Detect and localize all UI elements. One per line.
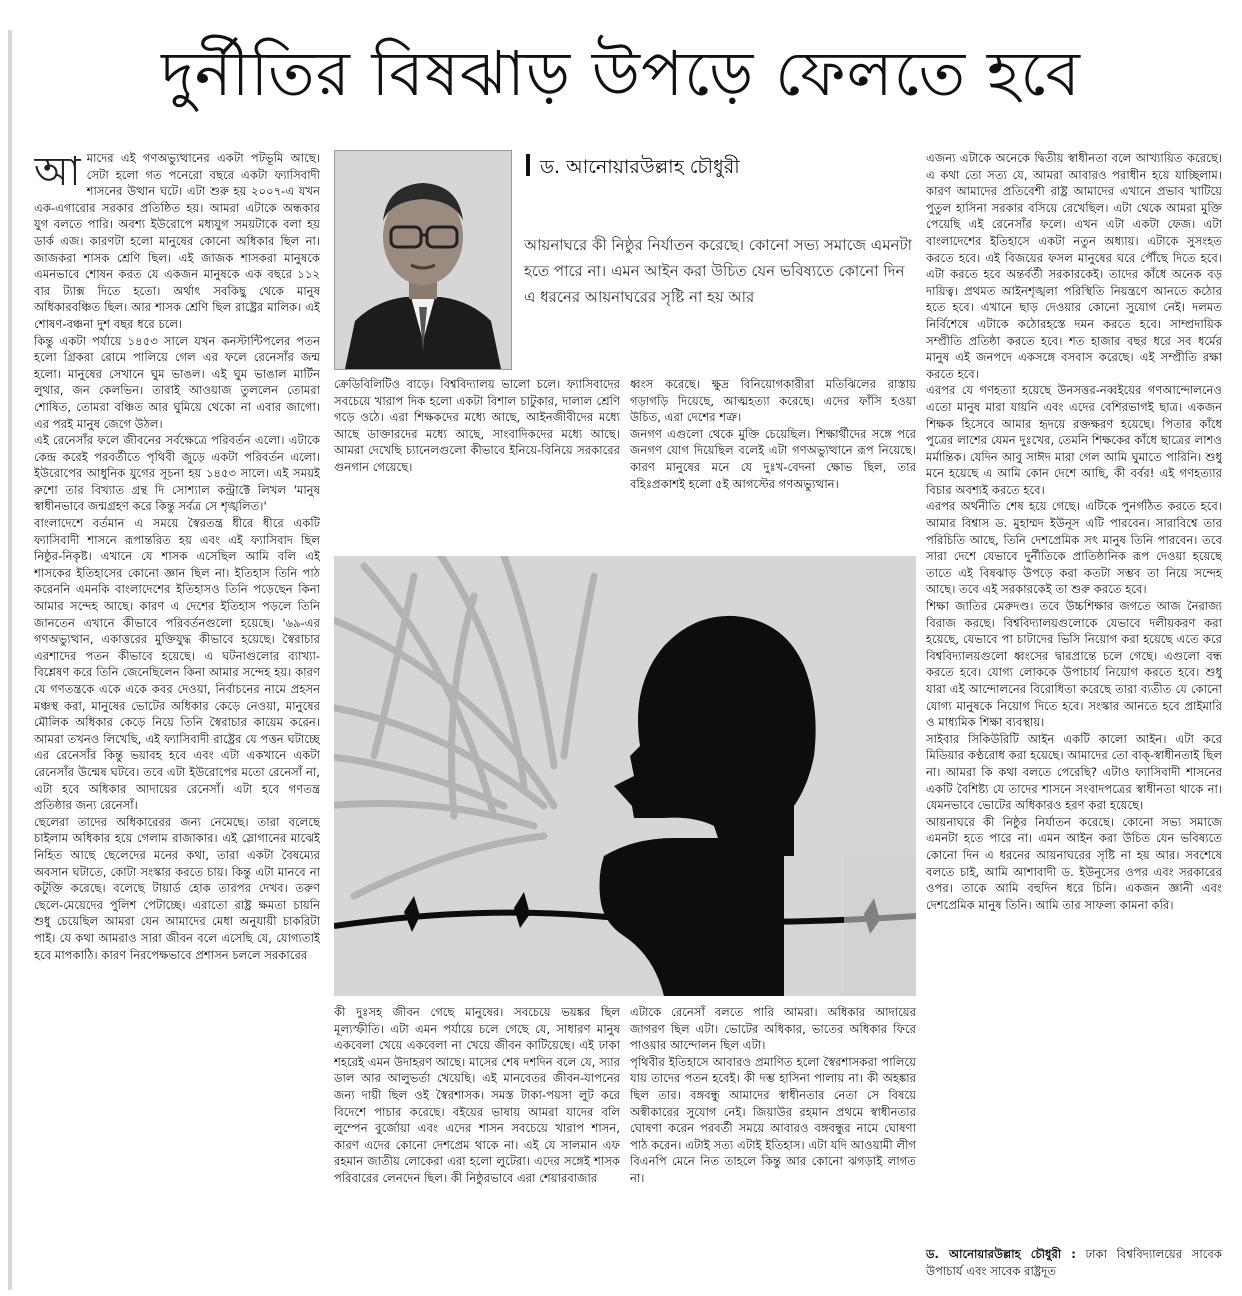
byline-bar <box>526 154 530 176</box>
article-column-4: এজন্য এটাকে অনেকে দ্বিতীয় স্বাধীনতা বলে আখ্যায়িত করেছে। এ কথা তো সত্য যে, আমরা আবারও পরাধীন হয়ে যাচ্ছিলাম। কারণ আমাদের প্রতিবেশী রাষ্ট্র আমাদের এখানে প্রভাব খাটিয়ে পুতুল হাসিনা সরকার বসিয়ে রেখেছিল। এটা থেকে আমরা মুক্তি পেয়েছি এই রেনেসাঁর ফলে। এখন এটা একটা ফেজ। এটা বাংলাদেশের ইতিহাসে একটা নতুন অধ্যায়। এটাকে সুসংহত করতে হবে। এই বিজয়ের ফসল মানুষের ঘরে পৌঁছে দিতে হবে। এটা করতে হবে অন্তর্বর্তী সরকারকেই। তাদের কাঁধে অনেক বড় দায়িত্ব। প্রথমত আইনশৃঙ্খলা পরিস্থিতি নিয়ন্ত্রণে আনতে কঠোর হতে হবে। এখানে ছাড় দেওয়ার কোনো সুযোগ নেই। দলমত নির্বিশেষে এটাকে কঠোরহস্তে দমন করতে হবে। সাম্প্রদায়িক সম্প্রীতি প্রতিষ্ঠা করতে হবে। শত হাজার বছর ধরে সব ধর্মের মানুষ এই জনপদে একসঙ্গে বসবাস করেছে। এই সম্প্রীতি রক্ষা করতে হবে। এরপর যে গণহত্যা হয়েছে উনসত্তর-নব্বইয়ের গণআন্দোলনেও এতো মানুষ মারা যায়নি এবং এদের বেশিরভাগই ছাত্র। একজন শিক্ষক হিসেবে আমার হৃদয়ে রক্তক্ষরণ হয়েছে। পিতার কাঁধে পুত্রের লাশের যেমন দুঃখের, তেমনি শিক্ষকের কাঁধে ছাত্রের লাশও মর্মান্তিক। যেদিন আবু সাঈদ মারা গেল আমি ঘুমাতে পারিনি। শুধু মনে হয়েছে এ আমি কোন দেশে আছি, কী বর্বর! এই গণহত্যার বিচার অবশ্যই করতে হবে। এরপর অর্থনীতি শেষ হয়ে গেছে। এটিকে পুনর্গঠিত করতে হবে। আমার বিশ্বাস ড. মুহাম্মদ ইউনূস এটি পারবেন। সারাবিশ্বে তার পরিচিতি আছে, তিনি দেশপ্রেমিক সৎ মানুষ তিনি পারবেন। তবে সারা দেশে যেভাবে দুর্নীতিকে প্রাতিষ্ঠানিক রূপ দেওয়া হয়েছে তাতে এই বিষঝাড় উপড়ে করা কতটা সম্ভব তা নিয়ে সন্দেহ আছে। তবে এই সরকারকেই তা শুরু করতে হবে। শিক্ষা জাতির মেরুদণ্ড। তবে উচ্চশিক্ষার জগতে আজ নৈরাজ্য বিরাজ করছে। বিশ্ববিদ্যালয়গুলোকে যেভাবে দলীয়করণ করা হয়েছে, যেভাবে পা চাটাদের ভিসি নিয়োগ করা হয়েছে এতে করে বিশ্ববিদ্যালয়গুলো ধ্বংসের দ্বারপ্রান্তে চলে গেছে। এগুলো বন্ধ করতে হবে। যোগ্য লোককে উপাচার্য নিয়োগ করতে হবে। শুধু যারা এই আন্দোলনের বিরোধিতা করেছে তারা ব্যতীত যে কোনো যোগ্য মানুষকে নিয়োগ দিতে হবে। সংস্কার আনতে হবে প্রাইমারি ও মাধ্যমিক শিক্ষা ব্যবস্থায়। সাইবার সিকিউরিটি আইন একটি কালো আইন। এটা করে মিডিয়ার কণ্ঠরোধ করা হয়েছে। আমাদের তো বাক্-স্বাধীনতাই ছিল না। আমরা কি কথা বলতে পেরেছি? এটাও ফ্যাসিবাদী শাসনের একটি বৈশিষ্ট্য যে তাদের শাসনে সংবাদপত্রের স্বাধীনতা থাকে না। যেমনভাবে ভোটের অধিকারও হরণ করা হয়েছে। আয়নাঘরে কী নিষ্ঠুর নির্যাতন করেছে। কোনো সভ্য সমাজে এমনটা হতে পারে না। এমন আইন করা উচিত যেন ভবিষ্যতে কোনো দিন এ ধরনের আয়নাঘরের সৃষ্টি না হয় আর। সবশেষে বলতে চাই, আমি আশাবাদী ড. ইউনূসের ওপর এবং সরকারের ওপর। তাকে আমি বহুদিন ধরে চিনি। একজন জ্ঞানী এবং দেশপ্রেমিক মানুষ তিনি। আমি তার সাফল্য কামনা করি। <box>926 151 1222 912</box>
column-1-text: মাদের এই গণঅভ্যুত্থানের একটা পটভূমি আছে। সেটা হলো গত পনেরো বছরে একটা ফ্যাসিবাদী শাসনের উত্থান ঘটে। এটা শুরু হয় ২০০৭-এ যখন এক-এগারোর সরকার প্রতিষ্ঠিত হয়। আমরা এটাকে অন্ধকার যুগ বলতে পারি। অবশ্য ইউরোপে মধ্যযুগ সময়টাকে বলা হয় ডার্ক এজ। কারণটা হলো মানুষের কোনো অধিকার ছিল না। জাজকরা শাসক শ্রেণি ছিল। এই জাজক শাসকরা মানুষকে এমনভাবে শোষন করত যে একজন মানুষকে এক বছরে ১১২ বার ট্যাক্স দিতে হতো। অর্থাৎ সবকিছু থেকে মানুষ অধিকারবঞ্চিত ছিল। আর শাসক শ্রেণি ছিল রাষ্ট্রের মালিক। এই শোষণ-বঞ্চনা দুশ বছর ধরে চলে। কিন্তু একটা পর্যায়ে ১৪৫৩ সালে যখন কনস্টান্টিপলের পতন হলো গ্রিকরা রোমে পালিয়ে গেল এর ফলে রেনেসাঁর জন্ম হলো। মানুষের সেখানে ঘুম ভাঙল। এই ঘুম ভাঙাল মার্টিন লুথার, জন কেলভিন। তারাই আওয়াজ তুললেন তোমরা শোষিত, তোমরা বঞ্চিত আর ঘুমিয়ে থেকো না এবার জাগো। এর পরই মানুষ জেগে উঠল। এই রেনেসাঁর ফলে জীবনের সর্বক্ষেত্রে পরিবর্তন এলো। এটাকে কেন্দ্র করেই পরবর্তীতে পৃথিবী জুড়ে একটা পরিবর্তন এলো। ইউরোপের আধুনিক যুগের সূচনা হয় ১৪৫৩ সালে। এই সময়ই রুশো তার বিখ্যাত গ্রন্থ দি সোশ্যাল কন্ট্রাক্টে লিখল 'মানুষ স্বাধীনভাবে জন্মগ্রহণ করে কিন্তু সর্বত্র সে শৃঙ্খলিত।' বাংলাদেশে বর্তমান এ সময়ে স্বৈরতন্ত্র ধীরে ধীরে একটি ফ্যাসিবাদী শাসনে রূপান্তরিত হয় এবং এই ফ্যাসিবাদ ছিল নিষ্ঠুর-নিকৃষ্ট। এখানে যে শাসক এসেছিল আমি বলি এই শাসকের ইতিহাসের কোনো জ্ঞান ছিল না। ইতিহাস তিনি পাঠ করেননি এমনকি বাংলাদেশের ইতিহাসও তিনি পড়েছেন কিনা আমার সন্দেহ আছে। কারণ এ দেশের ইতিহাস পড়লে তিনি জানতেন এখানে কীভাবে পরিবর্তনগুলো হয়েছে। '৬৯-এর গণঅভ্যুত্থান, একাত্তরের মুক্তিযুদ্ধ কীভাবে হয়েছে। স্বৈরাচার এরশাদের পতন কীভাবে হয়েছে। এ ঘটনাগুলোর ব্যাখ্যা-বিশ্লেষণ করে তিনি জেনেছিলেন কিনা আমার সন্দেহ হয়। কারণ যে গণতন্ত্রকে একে একে কবর দেওয়া, নির্বাচনের নামে প্রহসন মঞ্চস্থ করা, মানুষের ভোটের অধিকার কেড়ে নেওয়া, মানুষের মৌলিক অধিকার কেড়ে নিয়ে তিনি স্বৈরাচার কায়েম করেন। আমরা তখনও লিখেছি, এই ফ্যাসিবাদী রাষ্ট্রের যে পত্তন ঘটাচ্ছে এর রেনেসাঁর কিন্তু ভয়াবহ হবে এবং এটা একখানে একটা রেনেসাঁর উন্মেষ ঘটবে। তবে এটা ইউরোপের মতো রেনেসাঁ না, এটা হবে অধিকার আদায়ের রেনেসাঁ। এটা হবে গণতন্ত্র প্রতিষ্ঠার জন্য রেনেসাঁ। ছেলেরা তাদের অধিকারেরর জন্য নেমেছে। তারা বলেছে চাইলাম অধিকার হয়ে গেলাম রাজাকার। এই স্লোগানের মাঝেই নিহিত আছে ছেলেদের মনের কথা, তারা একটা বৈষম্যের অবসান ঘটাতে, কোটা সংস্কার করতে চায়। কিন্তু এটা মানবে না কটুক্তি করেছে। বলেছে টায়ার্ড হোক তারপর দেখব। তরুণ ছেলে-মেয়েদের পুলিশ পেটাচ্ছে। এরাতো রাষ্ট্র ক্ষমতা চায়নি শুধু চেয়েছিল আমরা যেন আমাদের মেধা অনুযায়ী চাকরিটা পাই। যে কথা আমরাও সারা জীবন বলে এসেছি যে, যোগ্যতাই হবে মাপকাঠি। কারণ নিরপেক্ষভাবে প্রশাসন চললে সরকারের <box>34 151 320 962</box>
pull-quote: আয়নাঘরে কী নিষ্ঠুর নির্যাতন করেছে। কোনো সভ্য সমাজে এমনটা হতে পারে না। এমন আইন করা উচিত যেন ভবিষ্যতে কোনো দিন এ ধরনের আয়নাঘরের সৃষ্টি না হয় আর <box>524 236 913 306</box>
author-portrait <box>334 150 512 370</box>
article-column-3-top: ধ্বংস করেছে। ক্ষুদ্র বিনিয়োগকারীরা মতিঝিলের রাস্তায় গড়াগড়ি দিয়েছে, আত্মহত্যা করেছে। এদের ফাঁসি হওয়া উচিত, এরা দেশের শত্রু। জনগণ এগুলো থেকে মুক্তি চেয়েছিল। শিক্ষার্থীদের সঙ্গে পরে জনগণ যোগ দিয়েছিল বলেই এটা গণঅভ্যুত্থানে রূপ নিয়েছে। কারণ মানুষের মনে যে দুঃখ-বেদনা ক্ষোভ ছিল, তার বহিঃপ্রকাশই হলো ৫ই আগস্টের গণঅভ্যুত্থান। <box>630 377 916 491</box>
author-note-desc: ঢাকা বিশ্ববিদ্যালয়ের সাবেক উপাচার্য এবং সাবেক রাষ্ট্রদূত <box>926 1247 1222 1278</box>
article-column-2-top: ক্রেডিবিলিটিও বাড়ে। বিশ্ববিদ্যালয় ভালো চলে। ফ্যাসিবাদের সবচেয়ে খারাপ দিক হলো একটা বিশাল চাটুকার, দালাল শ্রেণি গড়ে ওঠে। এরা শিক্ষকদের মধ্যে আছে, আইনজীবীদের মধ্যে আছে ডাক্তারদের মধ্যে আছে, সাংবাদিকদের মধ্যে আছে। আমরা দেখেছি চ্যানেলগুলো কীভাবে ইনিয়ে-বিনিয়ে সরকারের গুনগান গেয়েছে। <box>334 377 620 474</box>
article-column-2-bottom: কী দুঃসহ জীবন গেছে মানুষের। সবচেয়ে ভয়ঙ্কর ছিল মূল্যস্ফীতি। এটা এমন পর্যায়ে চলে গেছে যে, সাধারণ মানুষ একবেলা খেয়ে একবেলা না খেয়ে জীবন কাটিয়েছে। এই ঢাকা শহরেই এমন উদাহরণ আছে। মাসের শেষ দশদিন বলে যে, স্যার ডাল আর আলুভর্তা খেয়েছি। এই মানবেতর জীবন-যাপনের জন্য দায়ী ছিল ওই স্বৈরশাসক। সমস্ত টাকা-পয়সা লুট করে বিদেশে পাচার করেছে। বইয়ের ভাষায় আমরা যাদের বলি লুম্পেন বুর্জোয়া এবং এদের শাসন সবচেয়ে খারাপ শাসন, কারণ এদের কোনো দেশপ্রেম থাকে না। এই যে সালমান এফ রহমান জাতীয় লোকেরা এরা হলো লুটেরা। এদের সঙ্গেই শাসক পরিবারের লেনদেন ছিল। কী নিষ্ঠুরভাবে এরা শেয়ারবাজার <box>334 1005 620 1185</box>
headline: দুর্নীতির বিষঝাড় উপড়ে ফেলতে হবে <box>161 37 1081 110</box>
page-edge-rule <box>8 30 12 1290</box>
article-column-1 <box>34 150 320 1285</box>
newspaper-page <box>8 0 1234 1290</box>
dropcap: আ <box>34 150 81 195</box>
silhouette-illustration <box>334 556 916 996</box>
illustration <box>334 556 916 996</box>
article-column-3-bottom: এটাকে রেনেসাঁ বলতে পারি আমরা। অধিকার আদায়ের জাগরণ ছিল এটা। ভোটের অধিকার, ভাতের অধিকার ফিরে পাওয়ার আন্দোলন ছিল এটা। পৃথিবীর ইতিহাসে আবারও প্রমাণিত হলো স্বৈরশাসকরা পালিয়ে যায় তাদের পতন হবেই। কী দম্ভ হাসিনা পালায় না। কী অহঙ্কার ছিল তার। বঙ্গবন্ধু আমাদের স্বাধীনতার নেতা সে বিষয়ে অস্বীকারের সুযোগ নেই। জিয়াউর রহমান প্রথমে স্বাধীনতার ঘোষণা করেন পরবর্তী সময়ে আবারও বঙ্গবন্ধুর নামে ঘোষণা পাঠ করেন। এটাই সত্য এটাই ইতিহাস। এটা যদি আওয়ামী লীগ বিএনপি মেনে নিত তাহলে কিন্তু আর কোনো ঝগড়াই লাগত না। <box>630 1005 916 1185</box>
byline-author: ড. আনোয়ারউল্লাহ চৌধুরী <box>540 156 740 178</box>
portrait-image <box>335 151 511 369</box>
author-note-name: ড. আনোয়ারউল্লাহ চৌধুরী : <box>926 1247 1076 1261</box>
author-note <box>926 1246 1222 1286</box>
byline <box>526 152 906 182</box>
